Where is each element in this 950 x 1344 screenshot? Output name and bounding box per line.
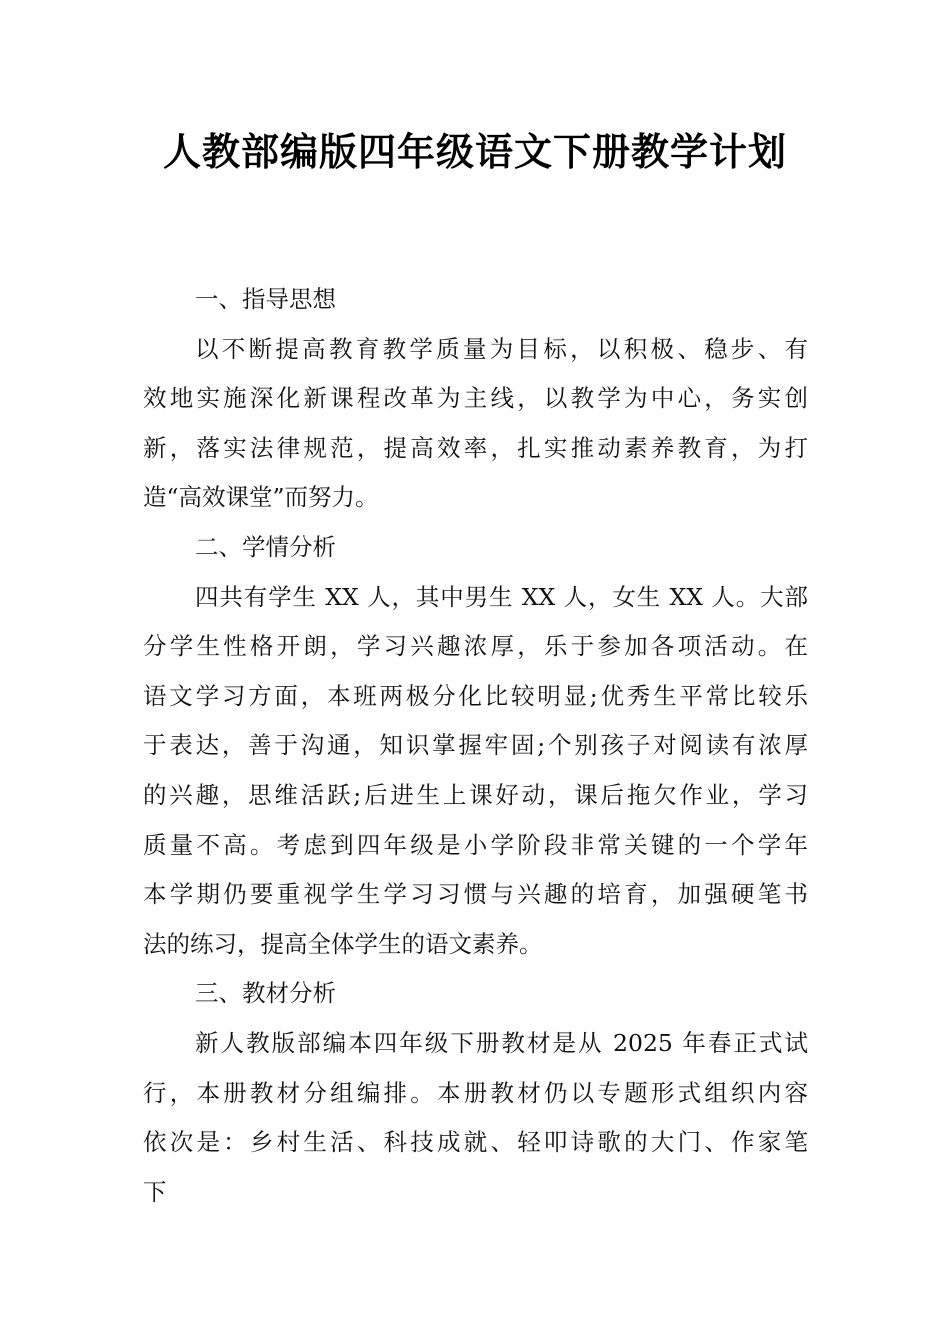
section-heading-guiding-ideology: 一、指导思想 (195, 285, 336, 313)
document-body (143, 275, 808, 1217)
paragraph-line: 的兴趣，思维活跃;后进生上课好动，课后拖欠作业，学习 (143, 780, 808, 809)
paragraph-line: 法的练习，提高全体学生的语文素养。 (143, 929, 543, 958)
paragraph-line: 本学期仍要重视学生学习习惯与兴趣的培育，加强硬笔书 (143, 880, 808, 909)
document-title: 人教部编版四年级语文下册教学计划 (162, 130, 787, 174)
paragraph-line: 新人教版部编本四年级下册教材是从 2025 年春正式试 (195, 1028, 808, 1057)
paragraph-line: 造“高效课堂”而努力。 (143, 483, 379, 512)
paragraph-line: 分学生性格开朗，学习兴趣浓厚，乐于参加各项活动。在 (143, 632, 808, 661)
paragraph-line: 效地实施深化新课程改革为主线，以教学为中心，务实创 (143, 384, 808, 413)
paragraph-line: 质量不高。考虑到四年级是小学阶段非常关键的一个学年 (143, 830, 808, 859)
paragraph-line: 下 (143, 1177, 167, 1206)
section-heading-textbook-analysis: 三、教材分析 (195, 979, 336, 1008)
paragraph-line: 新，落实法律规范，提高效率，扎实推动素养教育，为打 (143, 433, 808, 462)
paragraph-line: 四共有学生 XX 人，其中男生 XX 人，女生 XX 人。大部 (195, 582, 808, 611)
paragraph-line: 语文学习方面，本班两极分化比较明显;优秀生平常比较乐 (143, 681, 808, 710)
section-heading-student-analysis: 二、学情分析 (195, 532, 336, 561)
paragraph-line: 依次是：乡村生活、科技成就、轻叩诗歌的大门、作家笔 (143, 1128, 808, 1157)
paragraph-line: 于表达，善于沟通，知识掌握牢固;个别孩子对阅读有浓厚 (143, 731, 808, 760)
paragraph-line: 以不断提高教育教学质量为目标，以积极、稳步、有 (195, 334, 808, 363)
paragraph-line: 行，本册教材分组编排。本册教材仍以专题形式组织内容 (143, 1078, 808, 1107)
